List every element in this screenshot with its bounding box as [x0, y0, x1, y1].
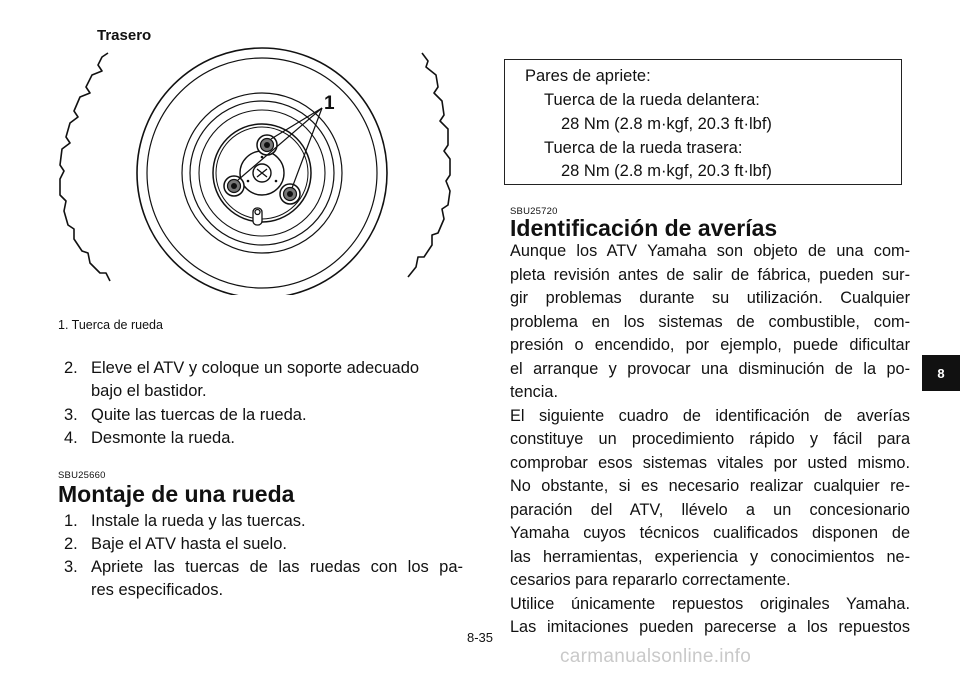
torque-specs-box — [504, 59, 902, 185]
front-nut-label: Tuerca de la rueda delantera: — [544, 91, 760, 109]
section-code: SBU25720 — [510, 206, 558, 217]
page-number: 8-35 — [466, 630, 494, 645]
step-text: Instale la rueda y las tuercas. — [91, 512, 306, 530]
step-text: Desmonte la rueda. — [91, 429, 235, 447]
step-number: 2. — [64, 535, 78, 553]
troubleshoot-body — [510, 240, 910, 640]
step-number: 1. — [64, 512, 78, 530]
rear-nut-value: 28 Nm (2.8 m·kgf, 20.3 ft·lbf) — [561, 162, 772, 180]
front-nut-value: 28 Nm (2.8 m·kgf, 20.3 ft·lbf) — [561, 115, 772, 133]
step-number: 3. — [64, 406, 78, 424]
watermark: carmanualsonline.info — [560, 646, 752, 667]
callout-number: 1 — [324, 93, 335, 114]
step-text: Baje el ATV hasta el suelo. — [91, 535, 287, 553]
step-text: Apriete las tuercas de las ruedas con los pa- res especificados. — [91, 558, 463, 599]
rear-nut-label: Tuerca de la rueda trasera: — [544, 139, 743, 157]
step-text: Eleve el ATV y coloque un soporte adecuado bajo el bastidor. — [91, 359, 420, 400]
valve-stem — [253, 208, 262, 225]
section-heading: Montaje de una rueda — [58, 481, 295, 507]
paragraph: Aunque los ATV Yamaha son objeto de una com- pleta revisión antes de salir de fábrica, pueden sur- gir problemas durante su utilización. Cualquier problema en los sistemas de combustible, com- presión o encendido, por ejemplo, puede dificultar el arranque y provocar una disminución de la po- tencia. — [510, 242, 910, 401]
lug-nut-top — [257, 135, 277, 155]
step-number: 3. — [64, 558, 78, 576]
figure-caption: 1. Tuerca de rueda — [58, 318, 163, 332]
step-text: Quite las tuercas de la rueda. — [91, 406, 307, 424]
step-number: 2. — [64, 359, 78, 377]
section-heading: Identificación de averías — [510, 215, 778, 241]
section-code: SBU25660 — [58, 470, 106, 481]
chapter-tab[interactable]: 8 — [922, 355, 960, 391]
lug-nut-right — [280, 184, 300, 204]
step-number: 4. — [64, 429, 78, 447]
rear-wheel-illustration — [50, 45, 460, 295]
lug-nut-left — [224, 176, 244, 196]
paragraph: El siguiente cuadro de identificación de averías constituye un procedimiento rápido y fácil para comprobar esos sistemas vitales por usted mismo. No obstante, si es necesario realizar cualquier re- paración del ATV, llévelo a un concesionario Yamaha cuyos técnicos cualificados disponen de las herramientas, experiencia y conocimientos ne- cesarios para repararlo correctamente. — [510, 406, 910, 589]
paragraph: Utilice únicamente repuestos originales Yamaha. Las imitaciones pueden parecerse a los repuestos — [510, 594, 910, 636]
figure-title: Trasero — [97, 27, 152, 44]
torque-title: Pares de apriete: — [525, 67, 651, 85]
